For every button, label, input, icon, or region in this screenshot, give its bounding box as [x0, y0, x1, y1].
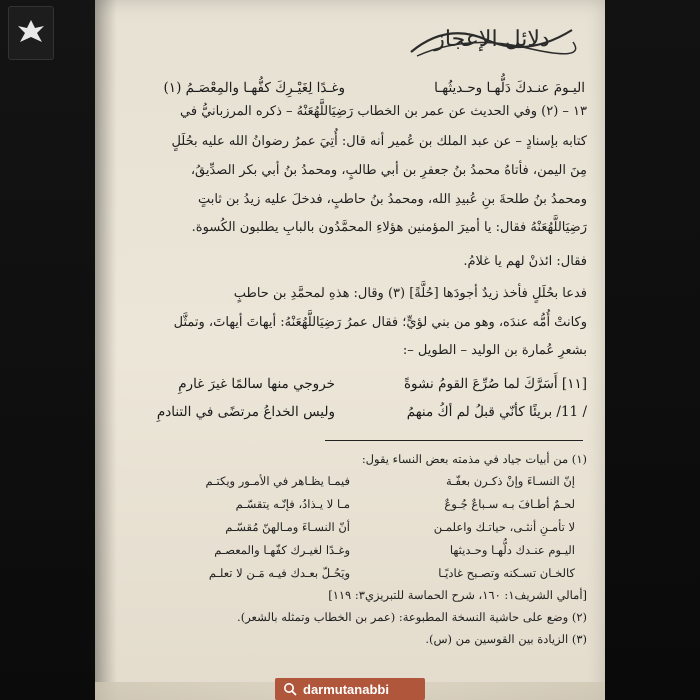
search-icon — [283, 682, 297, 696]
intro-verse-hemistich-right: اليـومَ عنـدكَ دَلُّهـا وحـديثُهـا — [434, 80, 585, 96]
body-line-4: ومحمدُ بنُ طلحةَ بنِ عُبيدِ الله، ومحمدُ بنُ حاطبٍ، فدخلَ عليه زيدُ بن ثابتٍ — [197, 192, 587, 207]
fn-verse-1-right: إنّ النسـاءَ وإنْ ذكـرن بعفّـة — [445, 474, 575, 488]
fn-verse-2-right: لحـمٌ أطـافَ بـه سـباعٌ جُـوعٌ — [444, 497, 575, 511]
footnote-1-source: [أمالي الشريف١: ١٦٠، شرح الحماسة للتبريزي٣: ١١٩] — [328, 588, 587, 602]
body-line-5: رَضِيَاللَّهُعَنْهُ فقال: يا أميرَ المؤمنين هؤلاءِ المحمَّدُون بالبابِ يطلبون الكُسوة. — [191, 220, 587, 235]
book-page — [95, 0, 605, 700]
photo-frame-left — [0, 0, 95, 700]
social-handle-text: darmutanabbi — [303, 681, 389, 697]
verse-1-right: [١١] أَسَرَّكَ لما صُرِّعَ القومُ نشوةً — [403, 376, 587, 392]
photo-frame-right — [605, 0, 700, 700]
chapter-heading-ornament — [407, 14, 577, 62]
body-line-7: فدعا بحُلَلٍ فأخذ زيدٌ أجودَها [حُلَّةً] (٣) وقال: هذهِ لمحمَّدِ بن حاطبٍ — [233, 286, 587, 301]
fn-verse-3-right: لا تأمـنِ أنثـى، حياتـك واعلمـن — [433, 520, 575, 534]
intro-verse-hemistich-left: وغـدًا لِغَيْـرِكَ كفُّهـا والمِعْصَـمُ (١) — [163, 80, 345, 96]
footnote-divider — [325, 440, 583, 441]
footnote-2: (٢) وضع على حاشية النسخة المطبوعة: (عمر بن الخطاب وتمثله بالشعر). — [237, 610, 587, 624]
fn-verse-5-right: كالخـان تسـكنه وتصـبح غاديًـا — [438, 566, 575, 580]
body-line-3: مِنَ اليمن، فأتاهُ محمدُ بنُ جعفرِ بن أبي طالبٍ، ومحمدُ بنُ أبي بكر الصدِّيقُ، — [190, 163, 587, 178]
fn-verse-1-left: فيمـا يظـاهر في الأمـور ويكتـم — [205, 474, 350, 488]
footnote-3: (٣) الزيادة بين القوسين من (س). — [425, 632, 587, 646]
verse-1-left: خروجي منها سالمًا غيرَ غارمِ — [178, 376, 335, 392]
body-line-8: وكانتْ أُمُّه عندَه، وهو من بني لؤيٍّ؛ فقال عمرُ رَضِيَاللَّهُعَنْهُ: أيهاتَ أيهاتَ، وتمثَّل — [173, 315, 587, 330]
footnote-1-intro: (١) من أبيات جياد في مذمته بعض النساء يقول: — [361, 452, 587, 466]
social-handle-banner[interactable] — [275, 678, 425, 700]
heading-text: دلائل الإعجاز — [434, 27, 550, 52]
verse-2-right: / 11/ بريئًا كأنّي قبلُ لم أكُ منهمُ — [406, 404, 587, 420]
body-line-1: ١٣ – (٢) وفي الحديث عن عمر بن الخطاب رَضِيَاللَّهُعَنْهُ – ذكره المرزبانيُّ في — [180, 104, 587, 119]
fn-verse-4-right: اليـوم عنـدك دلُّهـا وحـديثها — [449, 543, 575, 557]
body-line-2: كتابه بإسنادٍ – عن عبد الملك بن عُمير أنه قال: أُتِيَ عمرُ رضوانُ الله عليه بحُلَلٍ — [171, 134, 587, 149]
fn-verse-2-left: مـا لا يـذادُ، فإنّـه يتقسّـم — [235, 497, 350, 511]
body-line-6: فقال: ائذنْ لهم يا غلامُ. — [463, 254, 587, 269]
body-line-9: بشعرِ عُمارة بن الوليد – الطويل –: — [402, 343, 587, 358]
fn-verse-3-left: أنّ النسـاءَ ومـالهنّ مُقسّـم — [225, 520, 350, 534]
phoenix-logo-icon — [8, 6, 54, 60]
verse-2-left: وليس الخداعُ مرتضًى في التنادمِ — [156, 404, 335, 420]
fn-verse-5-left: ويَحُـلّ بعـدك فيـه مَـن لا تعلـم — [208, 566, 350, 580]
fn-verse-4-left: وغـدًا لغيـرك كفّهـا والمعصـم — [214, 543, 350, 557]
